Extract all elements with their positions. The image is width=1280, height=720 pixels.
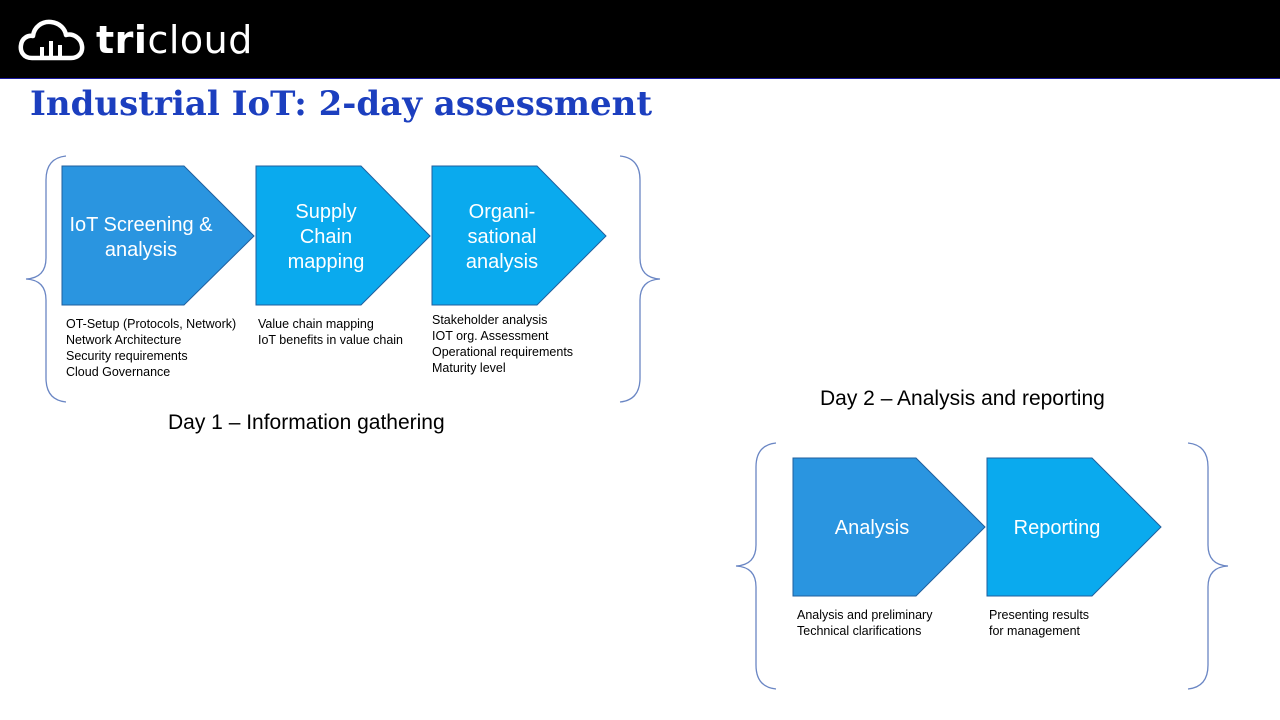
logo-text: tricloud [96, 18, 253, 62]
page-title: Industrial IoT: 2-day assessment [30, 84, 653, 124]
note-line: Value chain mapping [258, 317, 374, 331]
notes-reporting [989, 607, 1089, 639]
notes-organisational [432, 312, 573, 376]
chevron-label: Reporting [1013, 517, 1101, 539]
day1-left-brace [26, 156, 66, 402]
note-line: Analysis and preliminary [797, 608, 933, 622]
note-line: Stakeholder analysis [432, 313, 548, 327]
note-line: Security requirements [66, 349, 188, 363]
chevron-label: analysis [465, 251, 539, 273]
day2-left-brace [736, 443, 776, 689]
chevron-label: IoT Screening & [69, 214, 213, 236]
notes-analysis [797, 607, 932, 639]
note-line: Cloud Governance [66, 365, 171, 379]
day2-right-brace [1188, 443, 1228, 689]
note-line: Network Architecture [66, 333, 182, 347]
note-line: Technical clarifications [797, 624, 922, 638]
note-line: Maturity level [432, 361, 506, 375]
note-line: IOT org. Assessment [432, 329, 549, 343]
day1-caption: Day 1 – Information gathering [168, 411, 445, 434]
day2-caption: Day 2 – Analysis and reporting [820, 387, 1105, 410]
chevron-label: Supply [295, 201, 357, 223]
chevron-label: Analysis [834, 517, 910, 539]
chevron-label: Organi- [468, 201, 536, 223]
note-line: Presenting results [989, 608, 1090, 622]
chevron-label: mapping [287, 251, 365, 273]
chevron-label: sational [467, 226, 537, 248]
note-line: for management [989, 624, 1081, 638]
notes-supply-chain [258, 316, 403, 348]
chevron-label: analysis [104, 239, 178, 261]
note-line: OT-Setup (Protocols, Network) [66, 317, 237, 331]
day1-right-brace [620, 156, 660, 402]
notes-iot-screening [66, 316, 236, 380]
note-line: IoT benefits in value chain [258, 333, 404, 347]
note-line: Operational requirements [432, 345, 574, 359]
chevron-label: Chain [299, 226, 353, 248]
